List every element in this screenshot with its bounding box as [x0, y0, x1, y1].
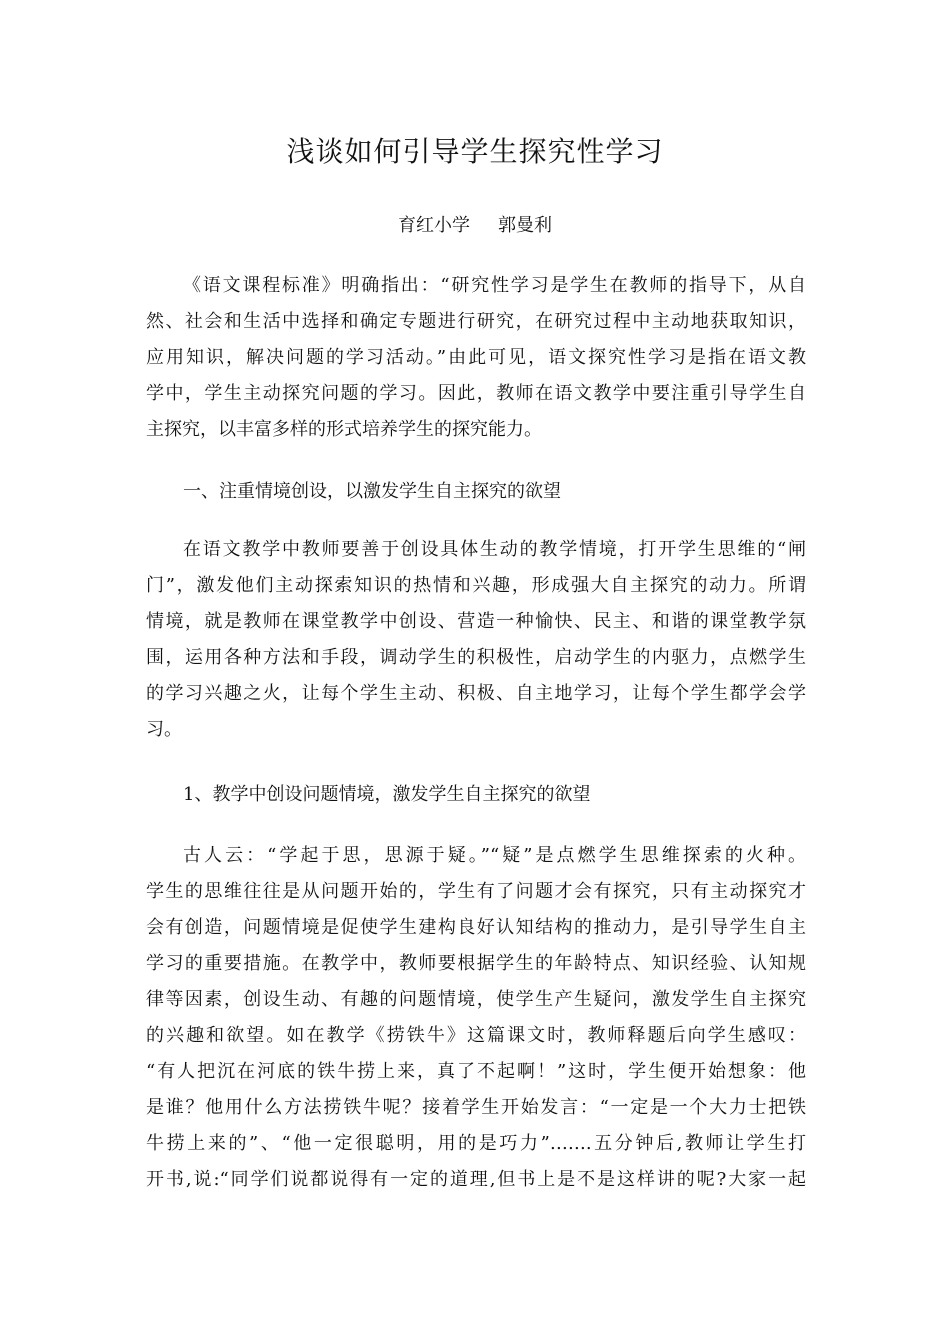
author-name: 郭曼利 — [498, 215, 552, 236]
paragraph-line: 的学习兴趣之火，让每个学生主动、积极、自主地学习，让每个学生都学会学 — [146, 683, 806, 704]
paragraph-line: 学生的思维往往是从问题开始的，学生有了问题才会有探究，只有主动探究才 — [146, 881, 806, 902]
paragraph-line: 律等因素，创设生动、有趣的问题情境，使学生产生疑问，激发学生自主探究 — [146, 989, 806, 1010]
paragraph-line: 的兴趣和欲望。如在教学《捞铁牛》这篇课文时，教师释题后向学生感叹： — [146, 1025, 806, 1046]
paragraph-line: 习。 — [146, 719, 182, 740]
subsection-heading: 1、教学中创设问题情境，激发学生自主探究的欲望 — [183, 784, 591, 805]
paragraph-line: 古人云：“学起于思，思源于疑。”“疑”是点燃学生思维探索的火种。 — [183, 845, 806, 866]
paragraph-line: 主探究，以丰富多样的形式培养学生的探究能力。 — [146, 419, 542, 440]
author-school: 育红小学 — [398, 215, 470, 236]
paragraph-line: 是谁？他用什么方法捞铁牛呢？接着学生开始发言：“一定是一个大力士把铁 — [146, 1097, 806, 1118]
paragraph-line: 开书,说:“同学们说都说得有一定的道理,但书上是不是这样讲的呢?大家一起 — [146, 1169, 806, 1190]
paragraph-line: 牛捞上来的”、“他一定很聪明，用的是巧力”…….五分钟后,教师让学生打 — [146, 1133, 806, 1154]
paragraph-line: 学习的重要措施。在教学中，教师要根据学生的年龄特点、知识经验、认知规 — [146, 953, 806, 974]
paragraph-line: 会有创造，问题情境是促使学生建构良好认知结构的推动力，是引导学生自主 — [146, 917, 806, 938]
paragraph-line: 在语文教学中教师要善于创设具体生动的教学情境，打开学生思维的“闸 — [183, 539, 806, 560]
author-line — [0, 213, 950, 239]
paragraph-line: 然、社会和生活中选择和确定专题进行研究，在研究过程中主动地获取知识， — [146, 311, 806, 332]
paragraph-line: 围，运用各种方法和手段，调动学生的积极性，启动学生的内驱力，点燃学生 — [146, 647, 806, 668]
paragraph-line: 情境，就是教师在课堂教学中创设、营造一种愉快、民主、和谐的课堂教学氛 — [146, 611, 806, 632]
document-title: 浅谈如何引导学生探究性学习 — [286, 135, 664, 168]
paragraph-line: 应用知识，解决问题的学习活动。”由此可见，语文探究性学习是指在语文教 — [146, 347, 806, 368]
paragraph-line: 《语文课程标准》明确指出：“研究性学习是学生在教师的指导下，从自 — [183, 275, 806, 296]
paragraph-line: 门”，激发他们主动探索知识的热情和兴趣，形成强大自主探究的动力。所谓 — [146, 575, 806, 596]
paragraph-line: 学中，学生主动探究问题的学习。因此，教师在语文教学中要注重引导学生自 — [146, 383, 806, 404]
section-heading: 一、注重情境创设，以激发学生自主探究的欲望 — [183, 481, 561, 502]
paragraph-line: “有人把沉在河底的铁牛捞上来，真了不起啊！”这时，学生便开始想象：他 — [146, 1061, 806, 1082]
